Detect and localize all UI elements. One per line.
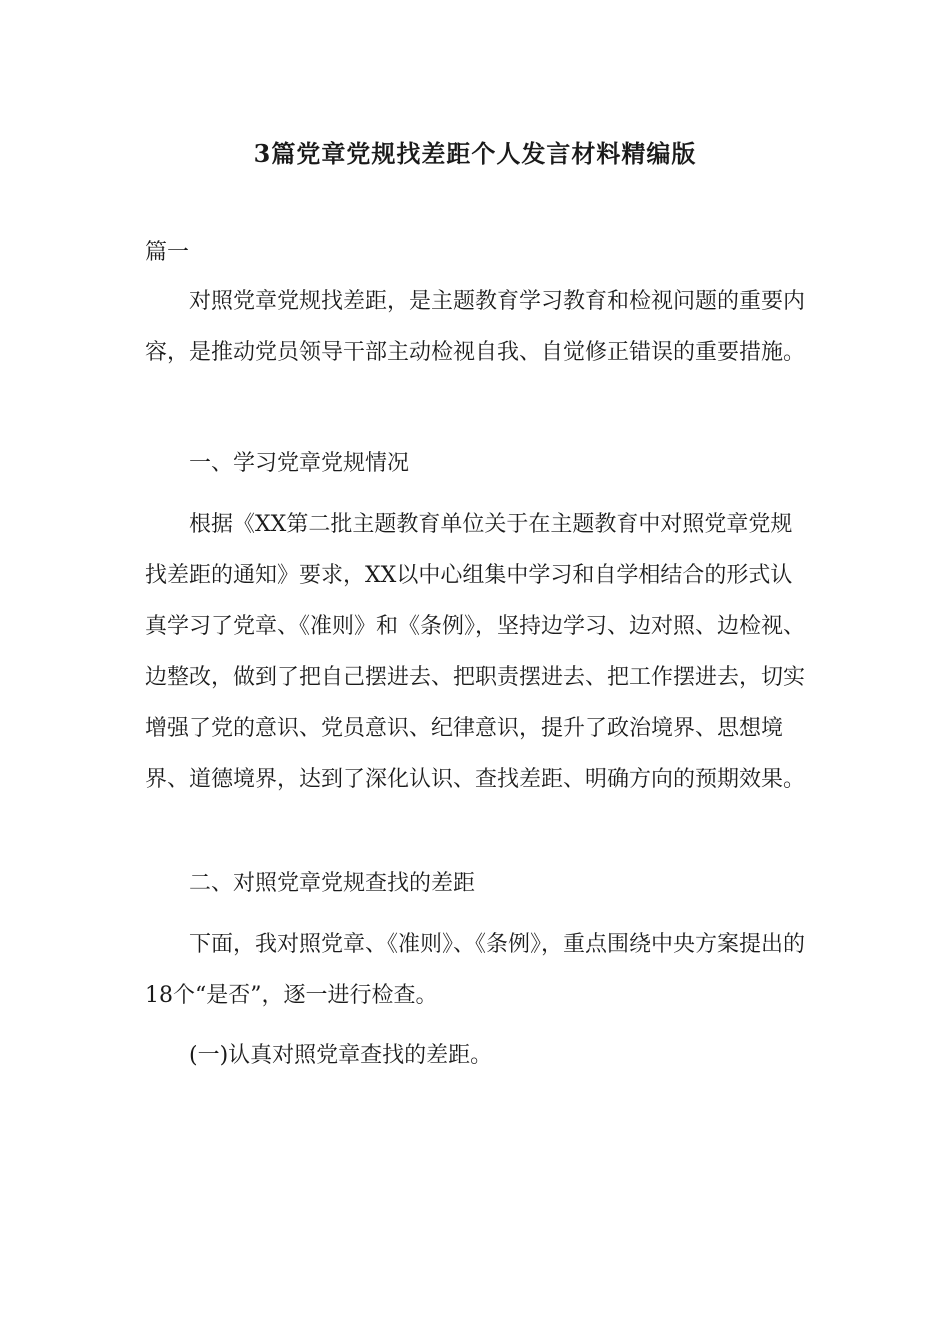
intro-paragraph: 对照党章党规找差距，是主题教育学习教育和检视问题的重要内容，是推动党员领导干部主动检视自我、自觉修正错误的重要措施。 <box>145 289 806 365</box>
heading-gaps-found: 二、对照党章党规查找的差距 <box>189 871 476 896</box>
subheading-party-constitution: (一)认真对照党章查找的差距。 <box>189 1043 493 1068</box>
heading-study-situation: 一、学习党章党规情况 <box>189 451 410 476</box>
document-title: 3篇党章党规找差距个人发言材料精编版 <box>253 139 697 168</box>
study-situation-paragraph: 根据《XX第二批主题教育单位关于在主题教育中对照党章党规找差距的通知》要求，XX以中心组集中学习和自学相结合的形式认真学习了党章、《准则》和《条例》，坚持边学习、边对照、边检视、边整改，做到了把自己摆进去、把职责摆进去、把工作摆进去，切实增强了党的意识、党员意识、纪律意识，提升了政治境界、思想境界、道德境界，达到了深化认识、查找差距、明确方向的预期效果。 <box>145 512 806 792</box>
gaps-intro-paragraph: 下面，我对照党章、《准则》、《条例》，重点围绕中央方案提出的18个“是否”，逐一进行检查。 <box>145 932 806 1008</box>
section-label-part-one: 篇一 <box>145 240 190 265</box>
